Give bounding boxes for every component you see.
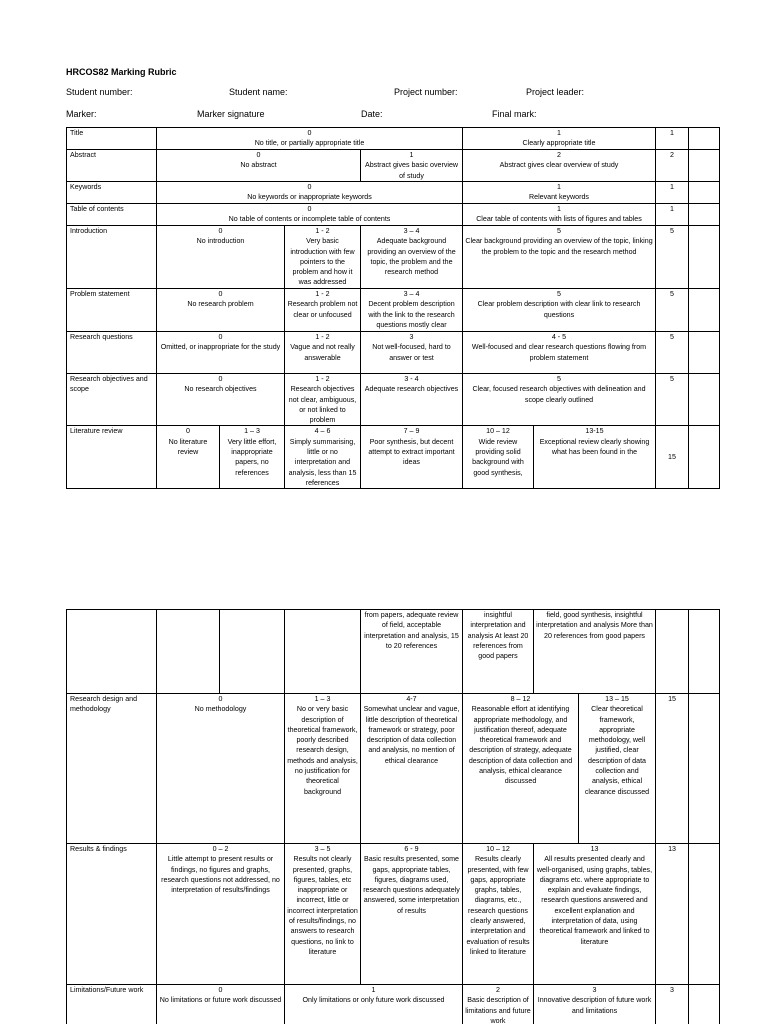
criterion-label-empty — [67, 610, 157, 694]
awarded-mark-cell — [689, 610, 720, 694]
criterion-label: Table of contents — [67, 204, 157, 226]
score-cell: 3 Innovative description of future work and limitations — [534, 985, 656, 1024]
score-cell: 0 No methodology — [157, 694, 285, 844]
score-cell: 5 Clear problem description with clear link to research questions — [463, 289, 656, 332]
score-cell: field, good synthesis, insightful interpretation and analysis More than 20 references from good papers — [534, 610, 656, 694]
score-cell: 8 – 12 Reasonable effort at identifying appropriate methodology, and justification thereof, adequate theoretical framework and description of strategy, adequate description of data collection and analysis, ethical clearance discussed — [463, 694, 579, 844]
criterion-label: Literature review — [67, 426, 157, 489]
max-mark: 3 — [656, 985, 689, 1024]
score-cell: 13 All results presented clearly and well-organised, using graphs, tables, diagrams etc. where appropriate to explain and evaluate findings, research questions answered and excellent explanation and interpretation of data, using theoretical framework and linked to literature — [534, 844, 656, 985]
score-cell: from papers, adequate review of field, acceptable interpretation and analysis, 15 to 20 references — [361, 610, 463, 694]
awarded-mark-cell — [689, 985, 720, 1024]
criterion-label: Keywords — [67, 182, 157, 204]
awarded-mark-cell — [689, 289, 720, 332]
max-mark-empty — [656, 610, 689, 694]
score-cell: 0 No limitations or future work discussed — [157, 985, 285, 1024]
score-cell: 13 – 15 Clear theoretical framework, appropriate methodology, well justified, clear description of data collection and analysis, ethical clearance discussed — [579, 694, 656, 844]
rubric-table-part-2 — [66, 609, 720, 1024]
score-cell: 0 Omitted, or inappropriate for the study — [157, 332, 285, 374]
score-cell: 1 Abstract gives basic overview of study — [361, 150, 463, 182]
score-cell: 5 Clear background providing an overview of the topic, linking the problem to the topic and the research method — [463, 226, 656, 289]
project-number-label: Project number: — [394, 87, 458, 97]
awarded-mark-cell — [689, 128, 720, 150]
rubric-row-title — [67, 128, 720, 150]
score-cell: 5 Clear, focused research objectives with delineation and scope clearly outlined — [463, 374, 656, 426]
document-page-2 — [0, 590, 768, 1024]
score-cell: 13-15 Exceptional review clearly showing what has been found in the — [534, 426, 656, 489]
score-cell: 3 Not well-focused, hard to answer or test — [361, 332, 463, 374]
date-label: Date: — [361, 109, 383, 119]
score-cell — [157, 610, 220, 694]
score-cell: 1 Relevant keywords — [463, 182, 656, 204]
max-mark: 15 — [656, 694, 689, 844]
criterion-label: Problem statement — [67, 289, 157, 332]
awarded-mark-cell — [689, 182, 720, 204]
rubric-row-keywords — [67, 182, 720, 204]
marker-label: Marker: — [66, 109, 97, 119]
student-number-label: Student number: — [66, 87, 133, 97]
awarded-mark-cell — [689, 426, 720, 489]
score-cell: 1 - 2 Research problem not clear or unfocused — [285, 289, 361, 332]
score-cell: 3 – 4 Decent problem description with the link to the research questions mostly clear — [361, 289, 463, 332]
max-mark: 5 — [656, 289, 689, 332]
score-cell: 1 - 2 Vague and not really answerable — [285, 332, 361, 374]
score-cell: 1 – 3 No or very basic description of theoretical framework, poorly described research design, methods and analysis, no justification for theoretical background — [285, 694, 361, 844]
awarded-mark-cell — [689, 204, 720, 226]
criterion-label: Research objectives and scope — [67, 374, 157, 426]
final-mark-label: Final mark: — [492, 109, 537, 119]
max-mark: 5 — [656, 332, 689, 374]
awarded-mark-cell — [689, 374, 720, 426]
score-cell: 0 No research problem — [157, 289, 285, 332]
max-mark: 15 — [656, 426, 689, 489]
score-cell: 3 - 4 Adequate research objectives — [361, 374, 463, 426]
score-cell: 2 Abstract gives clear overview of study — [463, 150, 656, 182]
score-cell: 1 - 2 Research objectives not clear, ambiguous, or not linked to problem — [285, 374, 361, 426]
score-cell: 7 – 9 Poor synthesis, but decent attempt to extract important ideas — [361, 426, 463, 489]
document-title: HRCOS82 Marking Rubric — [66, 67, 177, 77]
score-cell: 1 – 3 Very little effort, inappropriate papers, no references — [220, 426, 285, 489]
project-leader-label: Project leader: — [526, 87, 585, 97]
score-cell: 1 - 2 Very basic introduction with few pointers to the problem and how it was addressed — [285, 226, 361, 289]
criterion-label: Introduction — [67, 226, 157, 289]
score-cell: 0 – 2 Little attempt to present results or findings, no figures and graphs, research questions not addressed, no interpretation of results/findings — [157, 844, 285, 985]
score-cell: 1 Only limitations or only future work discussed — [285, 985, 463, 1024]
rubric-row-research-objectives — [67, 374, 720, 426]
criterion-label: Results & findings — [67, 844, 157, 985]
criterion-label: Research questions — [67, 332, 157, 374]
max-mark: 1 — [656, 182, 689, 204]
score-cell: 1 Clearly appropriate title — [463, 128, 656, 150]
score-cell: 3 – 4 Adequate background providing an overview of the topic, the problem and the research method — [361, 226, 463, 289]
score-cell — [285, 610, 361, 694]
awarded-mark-cell — [689, 150, 720, 182]
criterion-label: Research design and methodology — [67, 694, 157, 844]
max-mark: 5 — [656, 374, 689, 426]
score-cell: 4 – 6 Simply summarising, little or no interpretation and analysis, less than 15 references — [285, 426, 361, 489]
score-cell: 10 – 12 Results clearly presented, with few gaps, appropriate graphs, tables, diagrams, etc., research questions clearly answered, interpretation and evaluation of results linked to literature — [463, 844, 534, 985]
score-cell: 4-7 Somewhat unclear and vague, little description of theoretical framework or strategy, poor description of data collection and analysis, no mention of ethical clearance — [361, 694, 463, 844]
score-cell: 0 No title, or partially appropriate title — [157, 128, 463, 150]
max-mark: 2 — [656, 150, 689, 182]
rubric-row-research-design — [67, 694, 720, 844]
score-cell — [220, 610, 285, 694]
awarded-mark-cell — [689, 226, 720, 289]
marker-signature-label: Marker signature — [197, 109, 265, 119]
score-cell: 0 No introduction — [157, 226, 285, 289]
criterion-label: Title — [67, 128, 157, 150]
score-cell: 3 – 5 Results not clearly presented, graphs, figures, tables, etc inappropriate or incorrect, little or incorrect interpretation of results/findings, no answers to research questions, no link to literature — [285, 844, 361, 985]
score-cell: 10 – 12 Wide review providing solid background with good synthesis, — [463, 426, 534, 489]
document-page-1 — [0, 0, 768, 500]
rubric-row-limitations — [67, 985, 720, 1024]
rubric-row-literature-review — [67, 426, 720, 489]
awarded-mark-cell — [689, 844, 720, 985]
max-mark: 13 — [656, 844, 689, 985]
page-gap — [0, 500, 768, 590]
score-cell: 1 Clear table of contents with lists of figures and tables — [463, 204, 656, 226]
rubric-row-research-questions — [67, 332, 720, 374]
criterion-label: Abstract — [67, 150, 157, 182]
score-cell: insightful interpretation and analysis At least 20 references from good papers — [463, 610, 534, 694]
student-name-label: Student name: — [229, 87, 288, 97]
awarded-mark-cell — [689, 694, 720, 844]
rubric-row-table-of-contents — [67, 204, 720, 226]
awarded-mark-cell — [689, 332, 720, 374]
max-mark: 5 — [656, 226, 689, 289]
max-mark: 1 — [656, 204, 689, 226]
rubric-row-problem-statement — [67, 289, 720, 332]
score-cell: 0 No abstract — [157, 150, 361, 182]
rubric-row-results-findings — [67, 844, 720, 985]
score-cell: 0 No table of contents or incomplete table of contents — [157, 204, 463, 226]
score-cell: 0 No keywords or inappropriate keywords — [157, 182, 463, 204]
rubric-row-abstract — [67, 150, 720, 182]
score-cell: 2 Basic description of limitations and future work — [463, 985, 534, 1024]
criterion-label: Limitations/Future work — [67, 985, 157, 1024]
score-cell: 6 - 9 Basic results presented, some gaps, appropriate tables, figures, diagrams used, research questions adequately answered, some interpretation of results — [361, 844, 463, 985]
max-mark: 1 — [656, 128, 689, 150]
rubric-row-literature-review-continued — [67, 610, 720, 694]
rubric-table-part-1 — [66, 127, 720, 489]
score-cell: 0 No literature review — [157, 426, 220, 489]
score-cell: 0 No research objectives — [157, 374, 285, 426]
score-cell: 4 - 5 Well-focused and clear research questions flowing from problem statement — [463, 332, 656, 374]
rubric-row-introduction — [67, 226, 720, 289]
